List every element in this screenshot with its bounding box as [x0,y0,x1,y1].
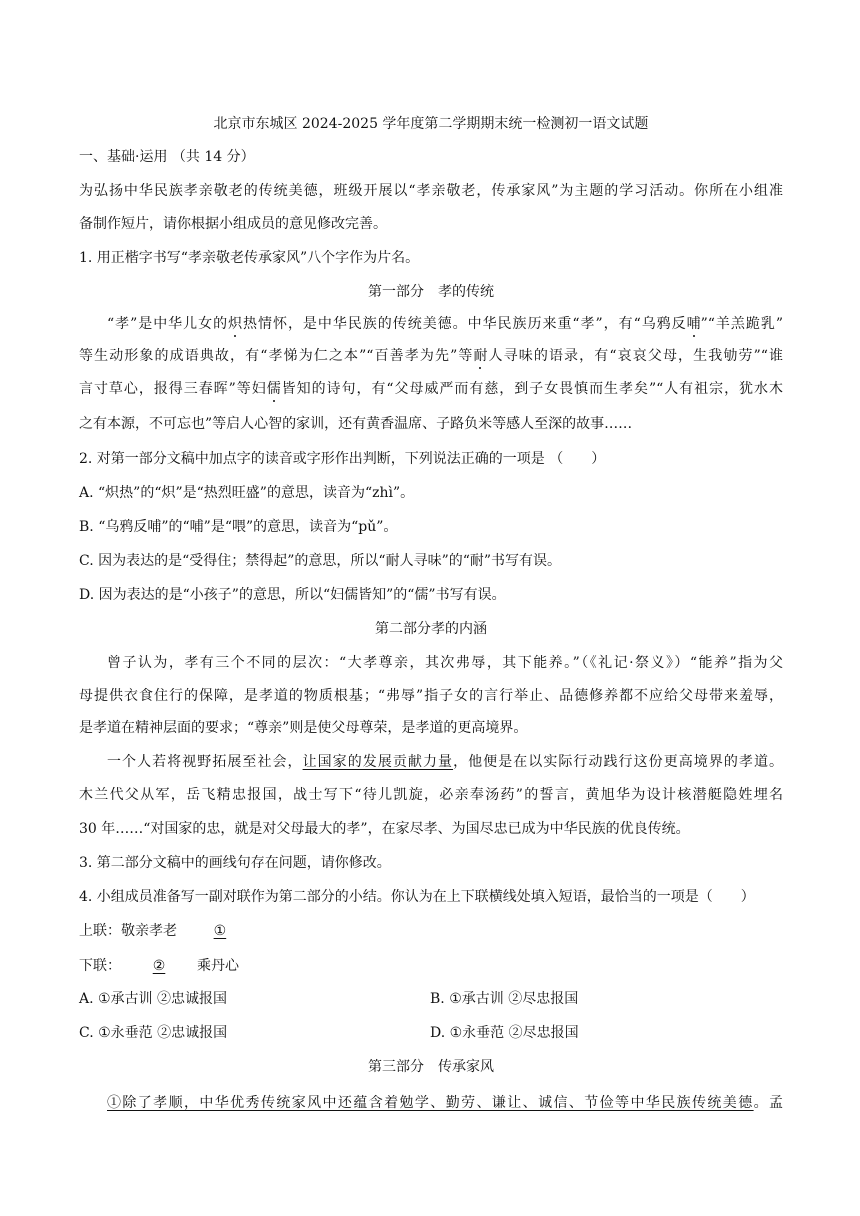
part2-text-line-6: 30 年……“对国家的忠，就是对父母最大的孝”，在家尽孝、为国尽忠已成为中华民族的优良传统。 [79,821,690,837]
part1-text-line-2: 等生动形象的成语典故，有“孝悌为仁之本”“百善孝为先”等耐人寻味的语录，有“哀哀父母，生我劬劳”“谁 [79,348,783,364]
couplet-blank-1: ① [213,923,227,939]
part3-text-line-1: ①除了孝顺，中华优秀传统家风中还蕴含着勉学、勤劳、谦让、诚信、节俭等中华民族传统美德。孟 [107,1095,784,1111]
part2-text-line-1: 曾子认为，孝有三个不同的层次：“大孝尊亲，其次弗辱，其下能养。”（《礼记·祭义》）“能养”指为父 [107,655,783,671]
dotted-char-bu: 哺 [686,316,701,332]
intro-line-1: 为弘扬中华民族孝亲敬老的传统美德，班级开展以“孝亲敬老，传承家风”为主题的学习活动。你所在小组准 [79,183,783,199]
q4-option-c: C. ①永垂范 ②忠诚报国 [79,1025,228,1041]
part1-text-line-4: 之有本源，不可忘也”等启人心智的家训，还有黄香温席、子路负米等感人至深的故事…… [79,416,633,432]
dotted-char-ru: 儒 [266,381,281,397]
part3-heading: 第三部分 传承家风 [368,1059,494,1075]
q4-option-d: D. ①永垂范 ②尽忠报国 [430,1025,579,1041]
q2-option-c: C. 因为表达的是“受得住；禁得起”的意思，所以“耐人寻味”的“耐”书写有误。 [79,553,562,569]
couplet-upper: 上联：敬亲孝老 ① [79,922,783,940]
couplet-lower: 下联： ② 乘丹心 [79,958,239,974]
part1-text-line-3: 言寸草心，报得三春晖”等妇儒皆知的诗句，有“父母威严而有慈，到子女畏慎而生孝矣”“人有祖宗，犹水木 [79,381,783,397]
part2-heading: 第二部分孝的内涵 [375,621,487,637]
q4-option-b: B. ①承古训 ②尽忠报国 [430,991,579,1007]
q2-option-b: B. “乌鸦反哺”的“哺”是“喂”的意思，读音为“pǔ”。 [79,519,398,535]
intro-line-2: 备制作短片，请你根据小组成员的意见修改完善。 [79,216,387,232]
question-2: 2. 对第一部分文稿中加点字的读音或字形作出判断，下列说法正确的一项是 （ ） [79,451,606,467]
part2-text-line-4: 一个人若将视野拓展至社会，让国家的发展贡献力量，他便是在以实际行动践行这份更高境界的孝道。 [107,754,784,770]
question-1: 1. 用正楷字书写“孝亲敬老传承家风”八个字作为片名。 [79,250,420,266]
question-4: 4. 小组成员准备写一副对联作为第二部分的小结。你认为在上下联横线处填入短语，最恰当的一项是（ ） [79,889,755,905]
page-title: 北京市东城区 2024-2025 学年度第二学期期末统一检测初一语文试题 [213,116,649,132]
underlined-sentence-1: ①除了孝顺，中华优秀传统家风中还蕴含着勉学、勤劳、谦让、诚信、节俭等中华民族传统美德 [107,1095,754,1111]
dotted-char-nai: 耐 [473,348,488,364]
part1-heading: 第一部分 孝的传统 [368,284,494,300]
dotted-char-chi: 炽 [228,316,243,332]
underlined-sentence: 让国家的发展贡献力量 [302,754,454,770]
q2-option-d: D. 因为表达的是“小孩子”的意思，所以“妇儒皆知”的“儒”书写有误。 [79,587,506,603]
section-heading-basics: 一、基础·运用 （共 14 分） [79,149,255,165]
part2-text-line-3: 是孝道在精神层面的要求；“尊亲”则是使父母尊荣，是孝道的更高境界。 [79,720,528,736]
question-3: 3. 第二部分文稿中的画线句存在问题，请你修改。 [79,855,391,871]
part1-text-line-1: “孝”是中华儿女的炽热情怀，是中华民族的传统美德。中华民族历来重“孝”，有“乌鸦反哺”“羊羔跪乳” [107,316,783,332]
part2-text-line-2: 母提供衣食住行的保障，是孝道的物质根基；“弗辱”指子女的言行举止、品德修养都不应给父母带来羞辱， [79,688,783,704]
part2-text-line-5: 木兰代父从军，岳飞精忠报国，战士写下“待儿凯旋，必亲奉汤药”的誓言，黄旭华为设计核潜艇隐姓埋名 [79,787,783,803]
couplet-blank-2: ② [152,958,166,974]
q2-option-a: A. “炽热”的“炽”是“热烈旺盛”的意思，读音为“zhì”。 [79,485,415,501]
q4-option-a: A. ①承古训 ②忠诚报国 [79,991,228,1007]
